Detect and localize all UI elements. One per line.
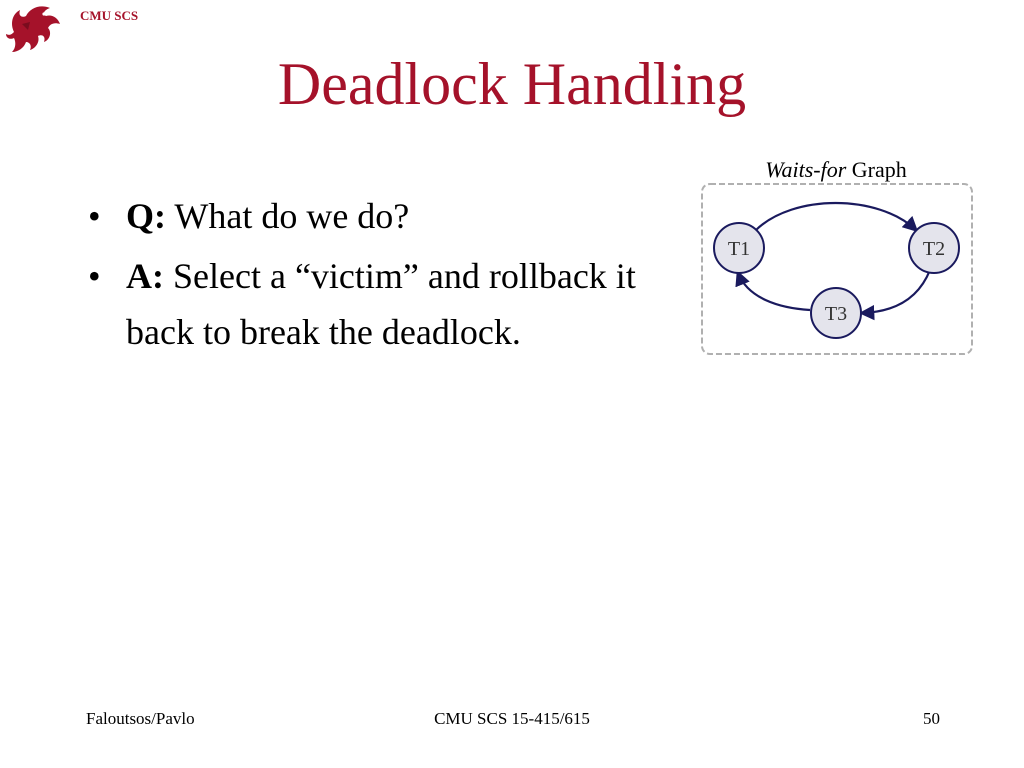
bullet-icon: •: [88, 256, 101, 296]
node-t1-label: T1: [727, 238, 751, 260]
footer-author: Faloutsos/Pavlo: [86, 709, 195, 728]
graph-caption-rest: Graph: [851, 157, 907, 182]
node-t2: [909, 223, 959, 273]
bullet-lead: Q:: [126, 196, 166, 236]
bullet-list: [88, 188, 658, 364]
node-t1: [714, 223, 764, 273]
bullet-item-answer: [88, 248, 658, 360]
node-t3: [811, 288, 861, 338]
bullet-text: What do we do?: [174, 196, 410, 236]
slide-title: Deadlock Handling: [277, 51, 747, 117]
edge-t2-t3: [862, 270, 930, 313]
node-t3-label: T3: [824, 303, 848, 325]
bullet-text: Select a “victim” and rollback it back to break the deadlock.: [126, 256, 636, 352]
graph-caption-italic: Waits-for: [765, 157, 847, 182]
bullet-item-question: [88, 188, 658, 244]
bullet-lead: A:: [126, 256, 164, 296]
node-t2-label: T2: [922, 238, 946, 260]
edge-t1-t2: [756, 203, 916, 230]
edge-t3-t1: [738, 273, 810, 310]
page-number: 50: [923, 709, 940, 728]
bullet-icon: •: [88, 196, 101, 236]
waits-for-graph: [698, 180, 976, 358]
header-label: CMU SCS: [80, 8, 139, 23]
footer-course: CMU SCS 15-415/615: [434, 709, 590, 728]
